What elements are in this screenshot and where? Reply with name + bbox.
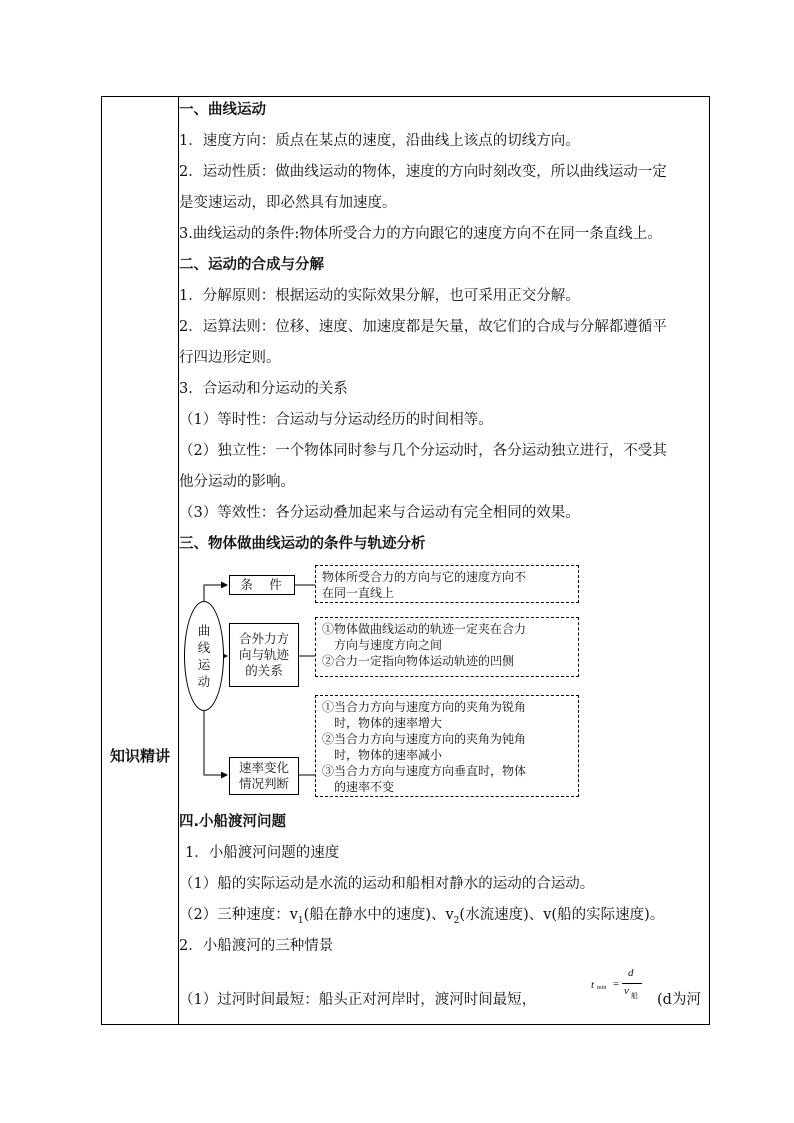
section1-line: 2．运动性质：做曲线运动的物体，速度的方向时刻改变，所以曲线运动一定: [179, 164, 667, 180]
section2-line: 3．合运动和分运动的关系: [179, 381, 348, 397]
section3-heading: 三、物体做曲线运动的条件与轨迹分析: [179, 536, 426, 552]
speeds-text-b: (船在静水中的速度)、v: [303, 907, 454, 923]
formula-t: t: [591, 979, 595, 991]
section1-line: 3.曲线运动的条件:物体所受合力的方向跟它的速度方向不在同一条直线上。: [179, 226, 662, 242]
formula-denominator: v: [624, 985, 629, 997]
center-label: 曲线运动: [197, 623, 211, 689]
branch-label-force-trajectory: 合外力方 向与轨迹 的关系: [229, 623, 299, 687]
formula-t-sub: min: [597, 985, 607, 991]
detail-box-speed-change: ①当合力方向与速度方向的夹角为锐角 时，物体的速率增大 ②当合力方向与速度方向的夹角为钝角 时，物体的速率减小 ③当合力方向与速度方向垂直时，物体 的速率不变: [315, 695, 579, 797]
section4-line: （1）船的实际运动是水流的运动和船相对静水的运动的合运动。: [179, 876, 595, 892]
curve-motion-diagram: [179, 565, 711, 805]
section4-heading: 四.小船渡河问题: [179, 814, 287, 830]
section2-line: （3）等效性：各分运动叠加起来与合运动有完全相同的效果。: [179, 505, 580, 521]
section1-line: 是变速运动，即必然具有加速度。: [179, 195, 397, 211]
detail-box-force-trajectory: ①物体做曲线运动的轨迹一定夹在合力 方向与速度方向之间 ②合力一定指向物体运动轨迹的凹侧: [315, 617, 579, 677]
speeds-text-c: (水流速度)、v(船的实际速度)。: [459, 907, 665, 923]
section4-line: 2．小船渡河的三种情景: [179, 938, 334, 954]
section4-line-speeds: （2）三种速度：$v_1$(船在静水中的速度)、$v_2$(水流速度)、v(船的实际速度)。: [179, 907, 665, 926]
content-cell: [179, 97, 709, 1024]
section2-line: （1）等时性：合运动与分运动经历的时间相等。: [179, 412, 493, 428]
formula-eq: =: [613, 978, 620, 990]
section2-line: 2．运算法则：位移、速度、加速度都是矢量，故它们的合成与分解都遵循平: [179, 319, 667, 335]
section4-line: （1）过河时间最短：船头正对河岸时，渡河时间最短，: [179, 992, 537, 1008]
connector-1: [204, 585, 227, 601]
section4-line-tail: (d为河: [657, 992, 701, 1008]
connector-3: [204, 711, 227, 775]
section2-line: 行四边形定则。: [179, 350, 281, 366]
formula-fraction-bar: [622, 983, 642, 984]
section4-line: 1．小船渡河问题的速度: [185, 845, 340, 861]
section2-heading: 二、运动的合成与分解: [179, 257, 324, 273]
center-ellipse: [184, 601, 224, 711]
knowledge-table: [101, 96, 710, 1025]
formula-den-sub: 船: [631, 992, 638, 1000]
section2-line: 1．分解原则：根据运动的实际效果分解，也可采用正交分解。: [179, 288, 580, 304]
formula-numerator: d: [628, 967, 634, 979]
section1-heading: 一、曲线运动: [179, 102, 266, 118]
section2-line: 他分运动的影响。: [179, 474, 295, 490]
speeds-text-a: （2）三种速度：v: [179, 907, 298, 923]
time-min-formula: [591, 967, 651, 1007]
section1-line: 1．速度方向：质点在某点的速度，沿曲线上该点的切线方向。: [179, 133, 580, 149]
left-label: 知识精讲: [109, 747, 170, 765]
branch-label-speed-change: 速率变化 情况判断: [229, 757, 299, 795]
branch-label-condition: 条 件: [229, 575, 295, 595]
detail-box-condition: 物体所受合力的方向与它的速度方向不 在同一直线上: [315, 565, 579, 603]
section2-line: （2）独立性：一个物体同时参与几个分运动时，各分运动独立进行，不受其: [179, 443, 667, 459]
